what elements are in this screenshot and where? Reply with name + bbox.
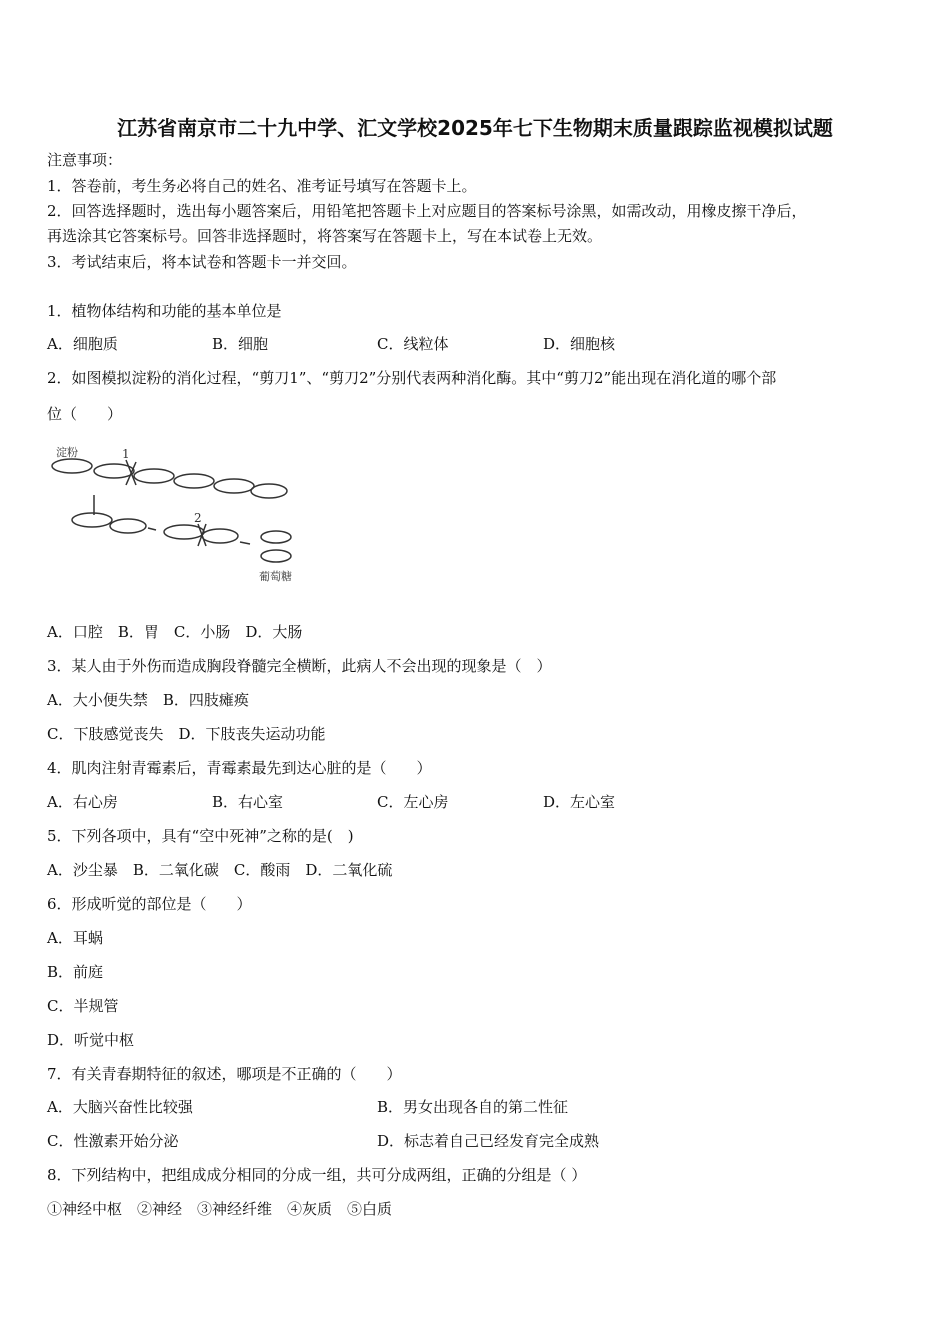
figure-label-starch: 淀粉 <box>56 446 78 459</box>
q6-option: B．前庭 <box>47 963 104 981</box>
q5-stem: 5．下列各项中，具有“空中死神”之称的是( ) <box>47 827 354 845</box>
scissor-1-label: 1 <box>122 447 130 461</box>
q6-option: A．耳蜗 <box>47 929 103 947</box>
q2-stem: 2．如图模拟淀粉的消化过程，“剪刀1”、“剪刀2”分别代表两种消化酶。其中“剪刀2”能出现在消化道的哪个部 <box>47 369 777 387</box>
q1-option: C．线粒体 <box>377 335 449 353</box>
figure-label-glucose: 葡萄糖 <box>259 570 292 583</box>
q4-option: C．左心房 <box>377 793 449 811</box>
q7-option: A．大脑兴奋性比较强 <box>47 1098 193 1116</box>
q6-option: C．半规管 <box>47 997 119 1015</box>
q6-option: D．听觉中枢 <box>47 1031 135 1049</box>
note-line: 3．考试结束后，将本试卷和答题卡一并交回。 <box>47 253 357 271</box>
note-line: 1．答卷前，考生务必将自己的姓名、准考证号填写在答题卡上。 <box>47 177 477 195</box>
q7-stem: 7．有关青春期特征的叙述，哪项是不正确的（ ） <box>47 1065 402 1083</box>
q2-stem-cont: 位（ ） <box>47 405 123 423</box>
q6-stem: 6．形成听觉的部位是（ ） <box>47 895 252 913</box>
page-title: 江苏省南京市二十九中学、汇文学校2025年七下生物期末质量跟踪监视模拟试题 <box>117 116 833 140</box>
q1-option: A．细胞质 <box>47 335 118 353</box>
q7-option: C．性激素开始分泌 <box>47 1132 179 1150</box>
q3-options: A．大小便失禁 B．四肢瘫痪 <box>47 691 249 709</box>
q3-options: C．下肢感觉丧失 D．下肢丧失运动功能 <box>47 725 326 743</box>
q7-option: D．标志着自己已经发育完全成熟 <box>377 1132 600 1150</box>
q3-stem: 3．某人由于外伤而造成胸段脊髓完全横断，此病人不会出现的现象是（ ） <box>47 657 552 675</box>
note-line: 2．回答选择题时，选出每小题答案后，用铅笔把答题卡上对应题目的答案标号涂黑，如需改动，用橡皮擦干净后， <box>47 202 807 220</box>
q8-stem: 8．下列结构中，把组成成分相同的分成一组，共可分成两组，正确的分组是（ ） <box>47 1166 587 1184</box>
q1-option: D．细胞核 <box>543 335 616 353</box>
scissor-2-label: 2 <box>194 511 202 525</box>
q5-options: A．沙尘暴 B．二氧化碳 C．酸雨 D．二氧化硫 <box>47 861 393 879</box>
notes-heading: 注意事项： <box>47 151 123 169</box>
q4-option: B．右心室 <box>212 793 284 811</box>
q7-option: B．男女出现各自的第二性征 <box>377 1098 569 1116</box>
starch-digestion-figure <box>44 440 304 590</box>
q4-option: A．右心房 <box>47 793 118 811</box>
q1-stem: 1．植物体结构和功能的基本单位是 <box>47 302 282 320</box>
q4-option: D．左心室 <box>543 793 616 811</box>
q4-stem: 4．肌肉注射青霉素后，青霉素最先到达心脏的是（ ） <box>47 759 432 777</box>
note-line: 再选涂其它答案标号。回答非选择题时，将答案写在答题卡上，写在本试卷上无效。 <box>47 227 603 245</box>
q8-items: ①神经中枢 ②神经 ③神经纤维 ④灰质 ⑤白质 <box>47 1200 393 1218</box>
q1-option: B．细胞 <box>212 335 269 353</box>
q2-options: A．口腔 B．胃 C．小肠 D．大肠 <box>47 623 303 641</box>
